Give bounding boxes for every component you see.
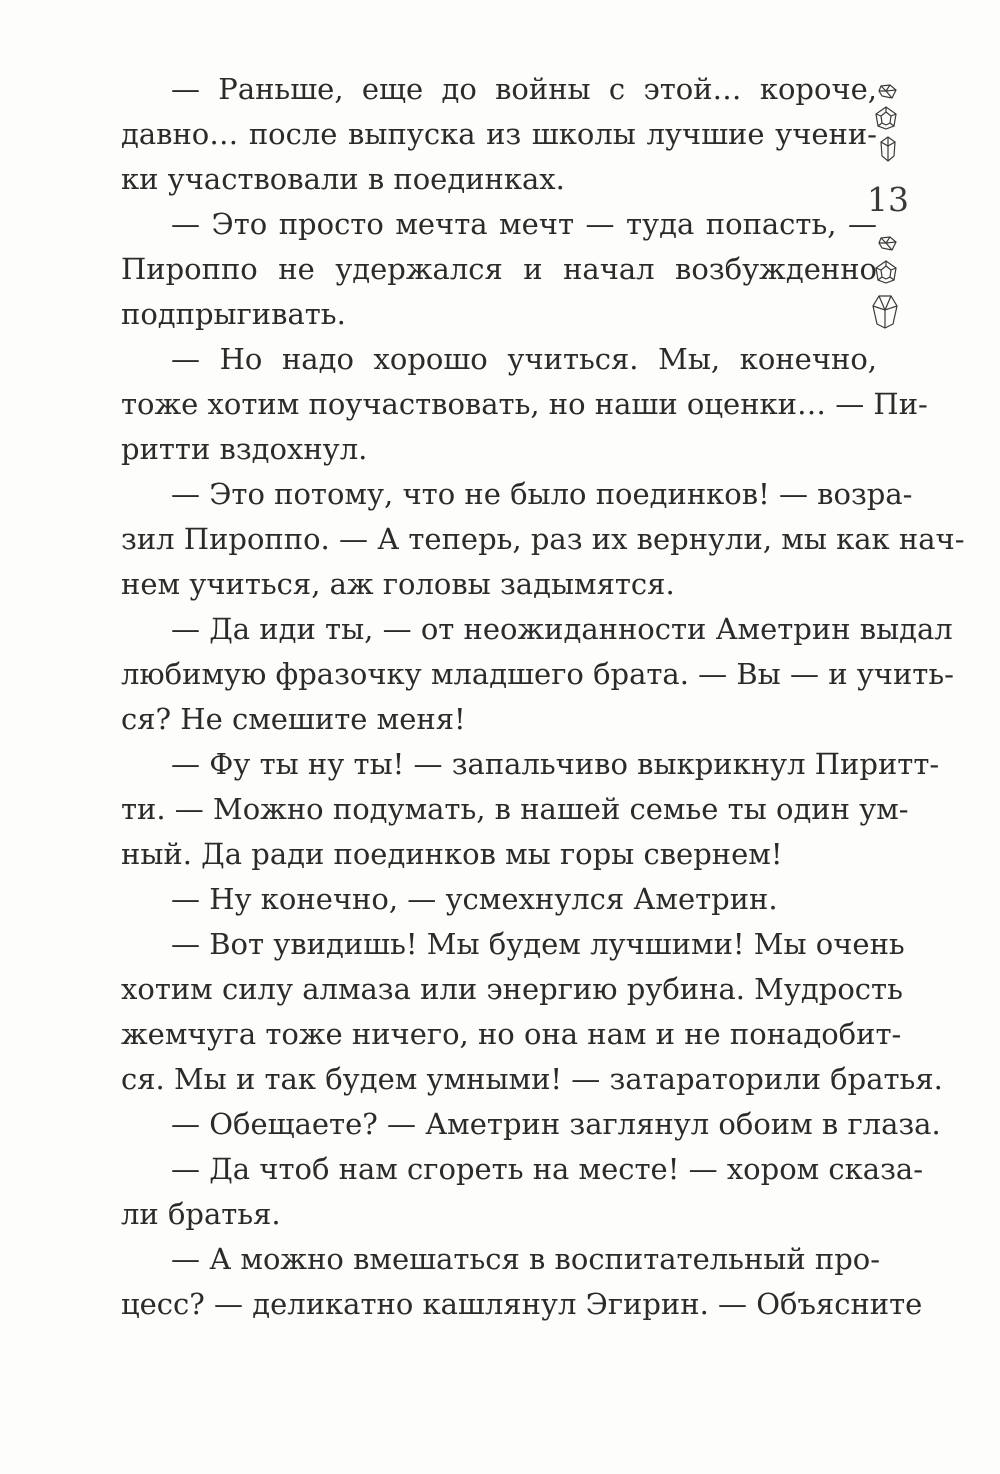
text-line: ный. Да ради поединков мы горы свернем! bbox=[121, 837, 783, 871]
text-line: — Обещаете? — Аметрин заглянул обоим в глаза. bbox=[171, 1107, 941, 1141]
text-line: любимую фразочку младшего брата. — Вы — и учить- bbox=[121, 657, 954, 691]
text-line: тоже хотим поучаствовать, но наши оценки… — Пи- bbox=[121, 387, 928, 421]
text-line: ти. — Можно подумать, в нашей семье ты один ум- bbox=[121, 792, 909, 826]
gem-icon bbox=[879, 136, 897, 162]
page-number: 13 bbox=[867, 180, 909, 219]
text-line: жемчуга тоже ничего, но она нам и не понадобит- bbox=[121, 1017, 902, 1051]
text-line: — Фу ты ну ты! — запальчиво выкрикнул Пиритт- bbox=[171, 747, 940, 781]
text-line: Пироппо не удержался и начал возбужденно bbox=[121, 252, 877, 286]
text-line: ритти вздохнул. bbox=[121, 432, 368, 466]
gem-icon bbox=[878, 236, 898, 252]
text-line: — Ну конечно, — усмехнулся Аметрин. bbox=[171, 882, 778, 916]
text-line: ки участвовали в поединках. bbox=[121, 162, 565, 196]
text-line: зил Пироппо. — А теперь, раз их вернули, мы как нач- bbox=[121, 522, 965, 556]
text-line: — Это просто мечта мечт — туда попасть, — bbox=[171, 207, 877, 241]
text-line: — Да чтоб нам сгореть на месте! — хором сказа- bbox=[171, 1152, 923, 1186]
text-line: ся? Не смешите меня! bbox=[121, 702, 466, 736]
text-line: цесс? — деликатно кашлянул Эгирин. — Объясните bbox=[121, 1287, 923, 1321]
gem-icon bbox=[874, 106, 898, 130]
text-line: хотим силу алмаза или энергию рубина. Мудрость bbox=[121, 972, 903, 1006]
text-line: ли братья. bbox=[121, 1197, 281, 1231]
text-line: — Но надо хорошо учиться. Мы, конечно, bbox=[171, 342, 877, 376]
text-line: — Вот увидишь! Мы будем лучшими! Мы очень bbox=[171, 927, 905, 961]
text-line: ся. Мы и так будем умными! — затараторили братья. bbox=[121, 1062, 943, 1096]
text-line: подпрыгивать. bbox=[121, 297, 346, 331]
text-line: — А можно вмешаться в воспитательный про- bbox=[171, 1242, 881, 1276]
text-line: — Это потому, что не было поединков! — возра- bbox=[171, 477, 913, 511]
gem-icon bbox=[878, 84, 898, 100]
gem-icon bbox=[874, 260, 898, 284]
text-line: нем учиться, аж головы задымятся. bbox=[121, 567, 675, 601]
text-line: — Раньше, еще до войны с этой… короче, bbox=[171, 72, 877, 106]
text-line: давно… после выпуска из школы лучшие учени- bbox=[121, 117, 877, 151]
text-line: — Да иди ты, — от неожиданности Аметрин выдал bbox=[171, 612, 953, 646]
